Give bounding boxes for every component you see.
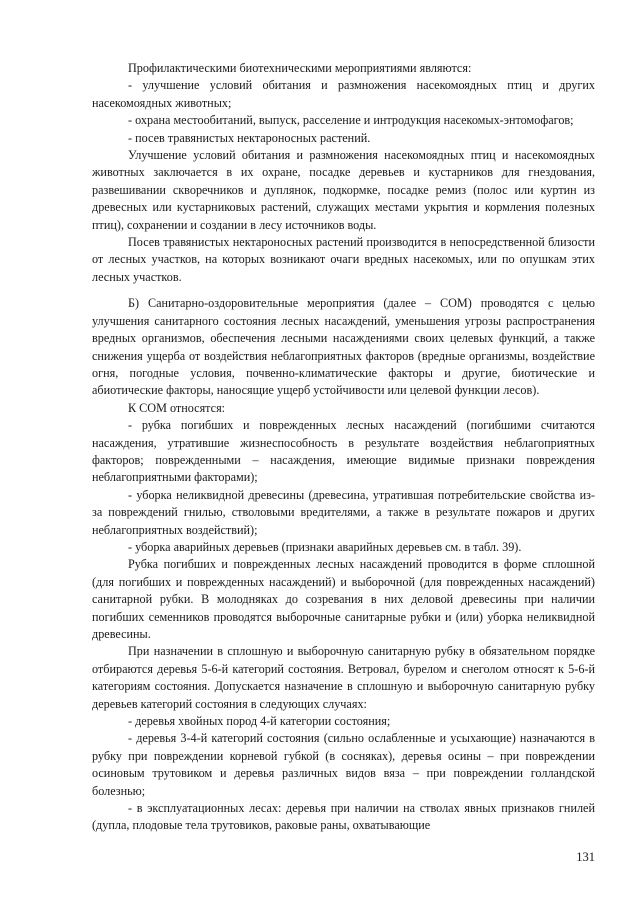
list-item: - рубка погибших и поврежденных лесных насаждений (погибшими считаются насаждения, утратившие жизнеспособность в результате воздействия неблагоприятных факторов; поврежденными – насаждения, имеющие видимые признаки повреждения неблагоприятными факторами); [92,418,595,485]
list-item: - уборка аварийных деревьев (признаки аварийных деревьев см. в табл. 39). [128,539,522,554]
paragraph-intro: Профилактическими биотехническими мероприятиями являются: [128,61,472,75]
paragraph: При назначении в сплошную и выборочную санитарную рубку в обязательном порядке отбираются деревья 5-6-й категорий состояния. Ветровал, бурелом и снеголом относят к 5-6-й категориям состояния. Допускается назначение в сплошную и выборочную санитарную рубку деревьев категорий состояния в следующих случаях: [92,644,595,711]
list-item: - уборка неликвидной древесины (древесина, утратившая потребительские свойства из-за повреждений гнилью, стволовыми вредителями, а также в результате пожаров и других неблагоприятных воздействий); [92,487,595,537]
paragraph: К СОМ относятся: [128,400,226,415]
list-item: - в эксплуатационных лесах: деревья при наличии на стволах явных признаков гнилей (дупла, плодовые тела трутовиков, раковые раны, охватывающие [92,801,595,833]
paragraph: Посев травянистых нектароносных растений производится в непосредственной близости от лесных участков, на которых возникают очаги вредных насекомых, или по опушкам этих лесных участков. [92,235,595,284]
list-item: - посев травянистых нектароносных растений. [128,130,371,145]
list-item: - охрана местообитаний, выпуск, расселение и интродукция насекомых-энтомофагов; [128,113,574,128]
paragraph: Рубка погибших и поврежденных лесных насаждений проводится в форме сплошной (для погибших и поврежденных насаждений) и выборочной (для поврежденных насаждений) санитарной рубки. В молодняках до созревания в них деловой древесины при наличии погибших семенников проводятся выборочные санитарные рубки и (или) уборка неликвидной древесины. [92,557,595,641]
paragraph-section-b: Б) Санитарно-оздоровительные мероприятия (далее – СОМ) проводятся с целью улучшения санитарного состояния лесных насаждений, уменьшения угрозы распространения вредных организмов, обеспечения лесными насаждениями своих целевых функций, а также снижения ущерба от воздействия неблагоприятных факторов (вредные организмы, воздействие огня, погодные условия, почвенно-климатические факторы и другие, биотические и абиотические факторы, наносящие ущерб устойчивости или целевой функции лесов). [92,296,595,398]
list-item: - улучшение условий обитания и размножения насекомоядных птиц и других насекомоядных животных; [92,78,595,110]
page-body [92,60,595,835]
page-number: 131 [576,850,595,864]
list-item: - деревья хвойных пород 4-й категории состояния; [128,714,391,729]
list-item: - деревья 3-4-й категорий состояния (сильно ослабленные и усыхающие) назначаются в рубку при повреждении корневой губкой (в сосняках), деревья осины – при повреждении осиновым трутовиком и деревья различных видов вяза – при повреждении голландской болезнью; [92,731,595,798]
paragraph: Улучшение условий обитания и размножения насекомоядных птиц и насекомоядных животных заключается в их охране, посадке деревьев и кустарников для гнездования, развешивании скворечников и дуплянок, подкормке, посадке ремиз (полос или куртин из древесных или кустарниковых растений, служащих местами укрытия и кормления полезных птиц), сохранении и создании в лесу источников воды. [92,148,595,232]
